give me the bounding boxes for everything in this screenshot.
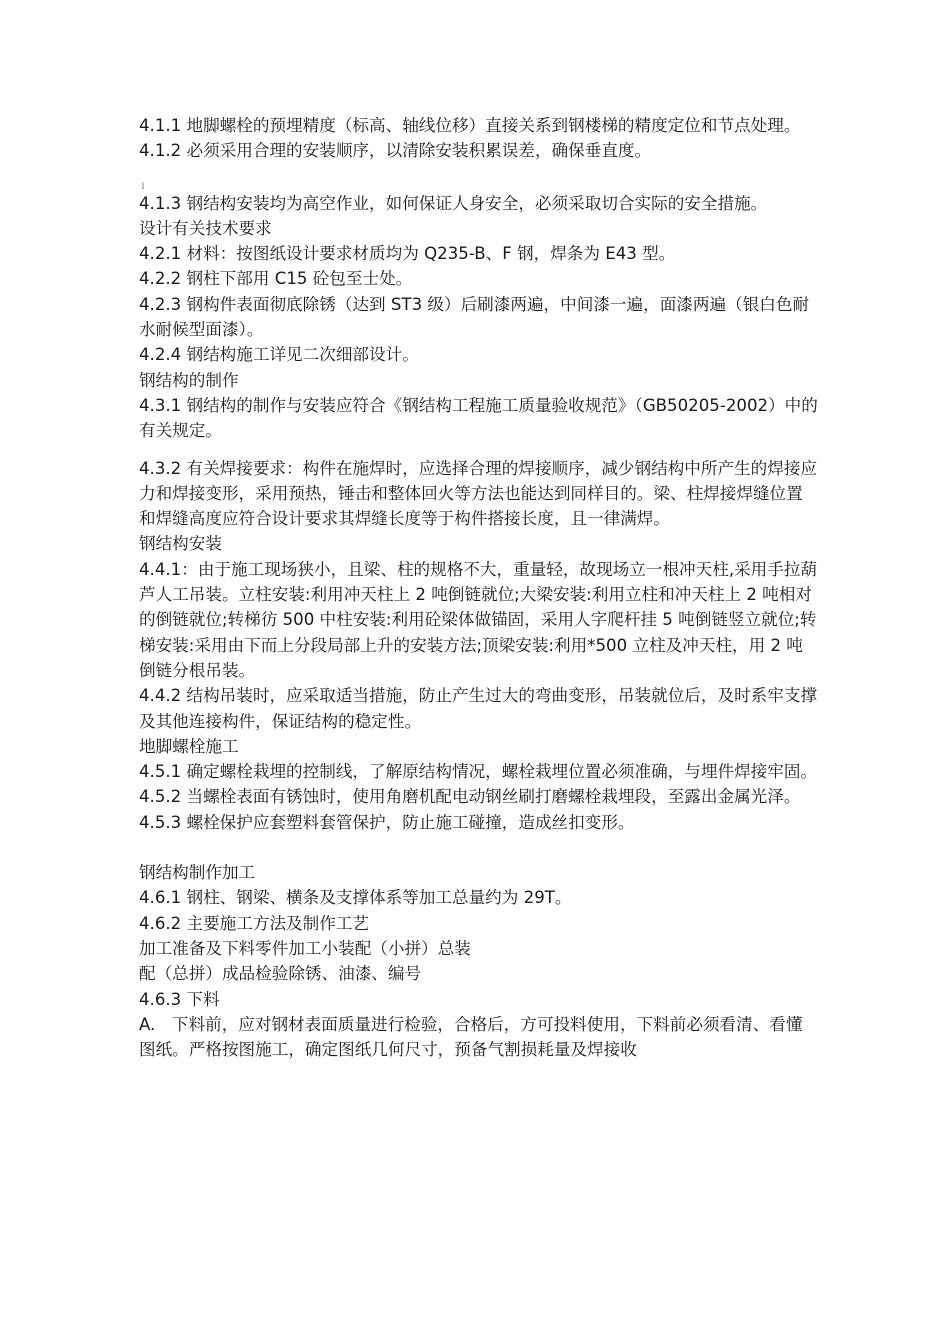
paragraph-4-1-2: 4.1.2 必须采用合理的安装顺序，以清除安装积累误差，确保垂直度。 <box>139 141 652 161</box>
spacer <box>139 835 819 860</box>
paragraph-4-2-4: 4.2.4 钢结构施工详见二次细部设计。 <box>139 345 419 365</box>
paragraph-4-2-3: 4.2.3 钢构件表面彻底除锈（达到 ST3 级）后刷漆两遍，中间漆一遍，面漆两遍（银白色耐水耐候型面漆）。 <box>139 294 810 340</box>
spacer <box>139 164 819 183</box>
paragraph-4-6-1: 4.6.1 钢柱、钢梁、横条及支撑体系等加工总量约为 29T。 <box>139 888 572 908</box>
stray-mark: ｌ <box>139 181 147 191</box>
paragraph-4-3-2: 4.3.2 有关焊接要求：构件在施焊时，应选择合理的焊接顺序，减少钢结构中所产生的焊接应力和焊接变形，采用预热，锤击和整体回火等方法也能达到同样目的。梁、柱焊接焊缝位置和焊缝高度应符合设计要求其焊缝长度等于构件搭接长度，且一律满焊。 <box>139 458 818 529</box>
paragraph-4-5-1: 4.5.1 确定螺栓栽埋的控制线，了解原结构情况，螺栓栽埋位置必须准确，与埋件焊接牢固。 <box>139 762 818 782</box>
paragraph-4-6-2: 4.6.2 主要施工方法及制作工艺 <box>139 913 370 933</box>
paragraph-4-4-2: 4.4.2 结构吊装时，应采取适当措施，防止产生过大的弯曲变形，吊装就位后，及时系牢支撑及其他连接构件，保证结构的稳定性。 <box>139 686 818 731</box>
section-heading-installation: 钢结构安装 <box>139 534 222 554</box>
paragraph-4-4-1: 4.4.1：由于施工现场狭小，且梁、柱的规格不大，重量轻，故现场立一根冲天柱,采用手拉葫芦人工吊装。立柱安装:利用冲天柱上 2 吨倒链就位;大梁安装:利用立柱和冲天柱上 2 吨相对的倒链就位;转梯彷 500 中柱安装:利用砼梁体做锚固，采用人字爬杆挂 5 吨倒链竖立就位;转梯安装:采用由下而上分段局部上升的安装方法;顶梁安装:利用*500 立柱及冲天柱，用 2 吨倒链分根吊装。 <box>139 559 818 680</box>
document-body <box>139 113 819 1062</box>
paragraph-4-2-1: 4.2.1 材料：按图纸设计要求材质均为 Q235-B、F 钢，焊条为 E43 型。 <box>139 244 676 264</box>
process-flow-line-1: 加工准备及下料零件加工小装配（小拼）总装 <box>139 938 471 958</box>
spacer <box>139 444 819 456</box>
section-heading-processing: 钢结构制作加工 <box>139 863 256 883</box>
paragraph-4-6-3: 4.6.3 下料 <box>139 989 220 1009</box>
paragraph-4-1-1: 4.1.1 地脚螺栓的预埋精度（标高、轴线位移）直接关系到钢楼梯的精度定位和节点处理。 <box>139 116 801 135</box>
paragraph-4-5-3: 4.5.3 螺栓保护应套塑料套管保护，防止施工碰撞，造成丝扣变形。 <box>139 812 635 832</box>
paragraph-4-3-1: 4.3.1 钢结构的制作与安装应符合《钢结构工程施工质量验收规范》（GB50205-2002）中的有关规定。 <box>139 395 818 441</box>
section-heading-anchor-bolts: 地脚螺栓施工 <box>139 736 239 756</box>
process-flow-line-2: 配（总拼）成品检验除锈、油漆、编号 <box>139 964 422 984</box>
section-heading-fabrication: 钢结构的制作 <box>139 370 239 390</box>
paragraph-4-1-3: 4.1.3 钢结构安装均为高空作业，如何保证人身安全，必须采取切合实际的安全措施。 <box>139 193 768 213</box>
paragraph-cutting-a: A. 下料前，应对钢材表面质量进行检验，合格后，方可投料使用，下料前必须看清、看懂图纸。严格按图施工，确定图纸几何尺寸，预备气割损耗量及焊接收 <box>139 1014 803 1060</box>
paragraph-4-5-2: 4.5.2 当螺栓表面有锈蚀时，使用角磨机配电动钢丝刷打磨螺栓栽埋段，至露出金属光泽。 <box>139 787 801 807</box>
paragraph-4-2-2: 4.2.2 钢柱下部用 C15 砼包至士处。 <box>139 269 413 289</box>
section-heading-design-requirements: 设计有关技术要求 <box>139 218 272 238</box>
